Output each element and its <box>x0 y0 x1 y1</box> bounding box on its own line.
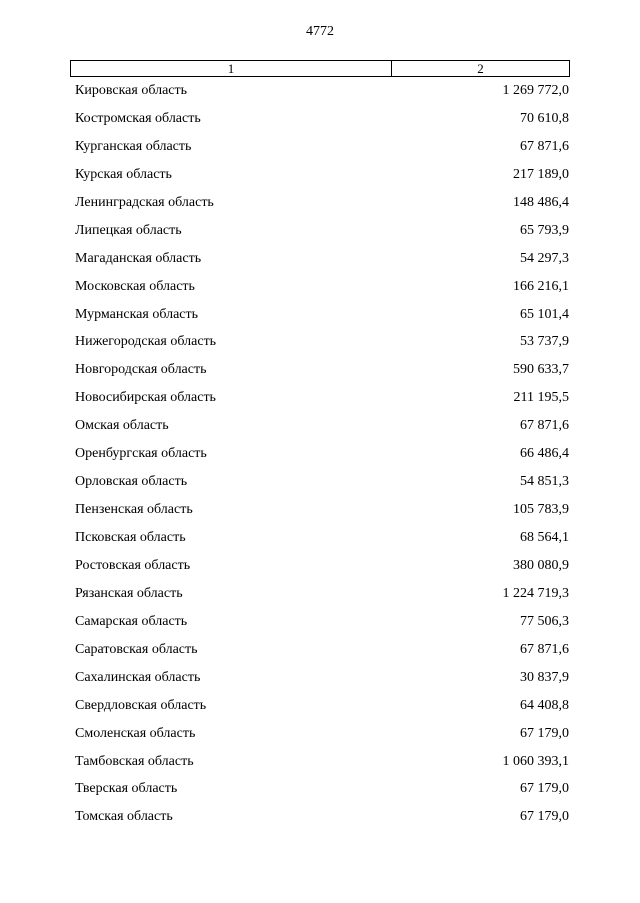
table-row <box>75 808 571 836</box>
region-value: 70 610,8 <box>520 110 569 126</box>
table-row <box>75 278 571 306</box>
region-name: Тверская область <box>75 781 178 797</box>
table-row <box>75 250 571 278</box>
region-value: 148 486,4 <box>513 194 569 210</box>
region-value: 105 783,9 <box>513 502 569 518</box>
table-row <box>75 697 571 725</box>
region-value: 68 564,1 <box>520 530 569 545</box>
region-value: 1 224 719,3 <box>502 585 569 601</box>
table-row <box>75 780 571 808</box>
region-name: Магаданская область <box>75 250 202 266</box>
table-row <box>75 613 571 641</box>
table-row <box>75 110 571 138</box>
region-name: Липецкая область <box>75 222 182 238</box>
table-row <box>75 166 571 194</box>
region-value: 64 408,8 <box>520 697 569 713</box>
region-value: 67 179,0 <box>520 725 569 741</box>
region-name: Пензенская область <box>75 502 193 518</box>
region-name: Нижегородская область <box>75 334 217 350</box>
table-row <box>75 753 571 781</box>
region-value: 380 080,9 <box>513 557 569 573</box>
region-name: Сахалинская область <box>75 669 201 685</box>
table-row <box>75 641 571 669</box>
region-name: Ленинградская область <box>75 194 214 210</box>
table-row <box>75 725 571 753</box>
region-value: 67 179,0 <box>520 781 569 797</box>
region-name: Курская область <box>75 166 172 182</box>
region-name: Свердловская область <box>75 697 207 713</box>
table-row <box>75 194 571 222</box>
region-value: 65 101,4 <box>520 306 569 322</box>
region-name: Смоленская область <box>75 725 196 741</box>
table-body <box>75 82 571 836</box>
region-name: Самарская область <box>75 613 188 629</box>
table-row <box>75 306 571 334</box>
region-value: 66 486,4 <box>520 446 569 462</box>
region-value: 65 793,9 <box>520 222 569 238</box>
table-row <box>75 529 571 557</box>
region-value: 30 837,9 <box>520 669 569 685</box>
region-name: Омская область <box>75 418 169 434</box>
region-name: Костромская область <box>75 110 201 126</box>
region-value: 53 737,9 <box>520 334 569 350</box>
column-header-1: 1 <box>71 61 392 76</box>
table-row <box>75 138 571 166</box>
table-row <box>75 473 571 501</box>
table-row <box>75 222 571 250</box>
table-row <box>75 557 571 585</box>
region-value: 54 297,3 <box>520 250 569 266</box>
region-value: 54 851,3 <box>520 474 569 490</box>
table-row <box>75 669 571 697</box>
column-header-row <box>70 60 570 77</box>
table-row <box>75 417 571 445</box>
table-row <box>75 82 571 110</box>
table-row <box>75 501 571 529</box>
region-name: Орловская область <box>75 474 188 490</box>
region-name: Кировская область <box>75 83 188 98</box>
column-header-2: 2 <box>477 61 484 76</box>
region-name: Мурманская область <box>75 306 199 322</box>
table-row <box>75 445 571 473</box>
region-value: 67 871,6 <box>520 138 569 154</box>
table-row <box>75 333 571 361</box>
region-name: Курганская область <box>75 138 192 154</box>
region-name: Ростовская область <box>75 557 191 573</box>
region-name: Псковская область <box>75 530 186 545</box>
table-row <box>75 389 571 417</box>
table-row <box>75 585 571 613</box>
region-value: 590 633,7 <box>513 362 569 378</box>
region-name: Томская область <box>75 809 173 825</box>
page-number: 4772 <box>306 24 334 39</box>
region-value: 67 179,0 <box>520 809 569 825</box>
region-name: Тамбовская область <box>75 753 194 769</box>
region-name: Московская область <box>75 278 195 294</box>
region-name: Оренбургская область <box>75 446 207 462</box>
region-name: Саратовская область <box>75 641 198 657</box>
table-row <box>75 361 571 389</box>
region-name: Новгородская область <box>75 362 207 378</box>
region-name: Рязанская область <box>75 585 183 601</box>
region-value: 77 506,3 <box>520 613 569 629</box>
region-value: 67 871,6 <box>520 641 569 657</box>
region-value: 1 269 772,0 <box>502 83 569 98</box>
region-value: 211 195,5 <box>513 390 569 406</box>
region-value: 1 060 393,1 <box>502 753 569 769</box>
region-value: 67 871,6 <box>520 418 569 434</box>
region-value: 217 189,0 <box>513 166 569 182</box>
region-value: 166 216,1 <box>513 278 569 294</box>
region-name: Новосибирская область <box>75 390 216 406</box>
